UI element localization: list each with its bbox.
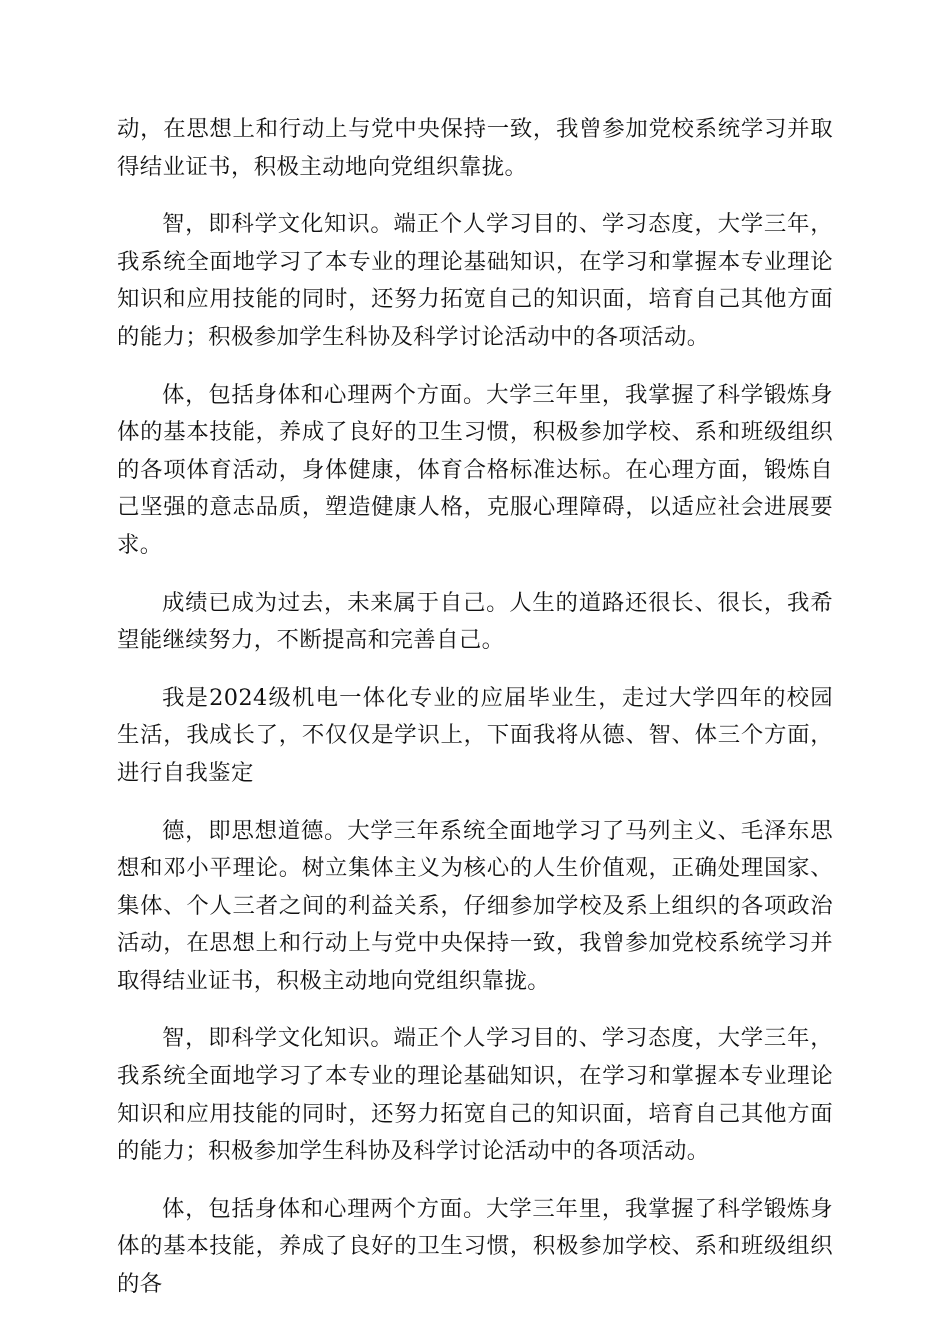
paragraph-4: 成绩已成为过去，未来属于自己。人生的道路还很长、很长，我希望能继续努力，不断提高和完善自己。 — [117, 589, 833, 654]
paragraph-7: 智，即科学文化知识。端正个人学习目的、学习态度，大学三年，我系统全面地学习了本专业的理论基础知识，在学习和掌握本专业理论知识和应用技能的同时，还努力拓宽自己的知识面，培育自己其他方面的能力；积极参加学生科协及科学讨论活动中的各项活动。 — [117, 1025, 833, 1165]
paragraph-8: 体，包括身体和心理两个方面。大学三年里，我掌握了科学锻炼身体的基本技能，养成了良好的卫生习惯，积极参加学校、系和班级组织的各 — [117, 1195, 833, 1298]
paragraph-6: 德，即思想道德。大学三年系统全面地学习了马列主义、毛泽东思想和邓小平理论。树立集体主义为核心的人生价值观，正确处理国家、集体、个人三者之间的利益关系，仔细参加学校及系上组织的各项政治活动，在思想上和行动上与党中央保持一致，我曾参加党校系统学习并取得结业证书，积极主动地向党组织靠拢。 — [117, 817, 833, 994]
paragraph-1: 动，在思想上和行动上与党中央保持一致，我曾参加党校系统学习并取得结业证书，积极主动地向党组织靠拢。 — [117, 116, 833, 180]
paragraph-3: 体，包括身体和心理两个方面。大学三年里，我掌握了科学锻炼身体的基本技能，养成了良好的卫生习惯，积极参加学校、系和班级组织的各项体育活动，身体健康，体育合格标准达标。在心理方面，锻炼自己坚强的意志品质，塑造健康人格，克服心理障碍，以适应社会进展要求。 — [117, 381, 833, 558]
document-page — [117, 111, 833, 1324]
paragraph-2: 智，即科学文化知识。端正个人学习目的、学习态度，大学三年，我系统全面地学习了本专业的理论基础知识，在学习和掌握本专业理论知识和应用技能的同时，还努力拓宽自己的知识面，培育自己其他方面的能力；积极参加学生科协及科学讨论活动中的各项活动。 — [117, 211, 833, 350]
paragraph-5: 我是2024级机电一体化专业的应届毕业生，走过大学四年的校园生活，我成长了，不仅仅是学识上，下面我将从德、智、体三个方面，进行自我鉴定 — [117, 684, 833, 786]
